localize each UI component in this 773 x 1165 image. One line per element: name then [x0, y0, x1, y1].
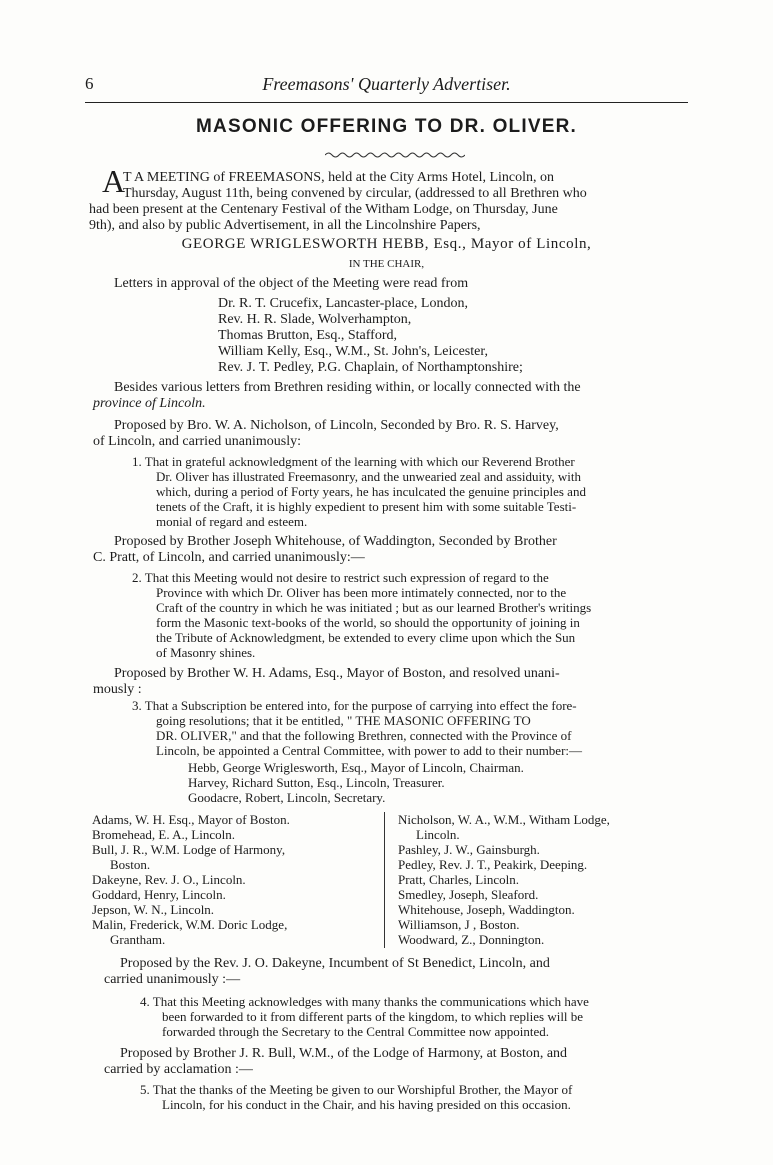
committee-member: Whitehouse, Joseph, Waddington. — [398, 902, 575, 917]
letters-intro: Letters in approval of the object of the Meeting were read from — [114, 276, 469, 291]
committee-member: Pashley, J. W., Gainsburgh. — [398, 842, 540, 857]
resolution-line: 2. That this Meeting would not desire to restrict such expression of regard to the — [132, 570, 549, 585]
letter-sender: Thomas Brutton, Esq., Stafford, — [218, 328, 398, 343]
proposed-line: Proposed by Brother J. R. Bull, W.M., of the Lodge of Harmony, at Boston, and — [120, 1046, 568, 1061]
resolution-line: form the Masonic text-books of the world, so should the opportunity of joining in — [156, 615, 580, 630]
besides-line: province of Lincoln. — [93, 396, 206, 411]
resolution-line: DR. OLIVER," and that the following Brethren, connected with the Province of — [156, 728, 572, 743]
committee-member: Smedley, Joseph, Sleaford. — [398, 887, 539, 902]
letter-sender: Dr. R. T. Crucefix, Lancaster-place, London, — [218, 296, 468, 311]
resolution-line: Dr. Oliver has illustrated Freemasonry, and the unwearied zeal and assiduity, with — [156, 469, 582, 484]
resolution-line: 5. That the thanks of the Meeting be given to our Worshipful Brother, the Mayor of — [140, 1082, 573, 1097]
resolution-line: of Masonry shines. — [156, 645, 256, 660]
resolution-line: the Tribute of Acknowledgment, be extended to every clime upon which the Sun — [156, 630, 576, 645]
proposed-line: C. Pratt, of Lincoln, and carried unanimously:— — [93, 550, 365, 565]
resolution-line: Lincoln, for his conduct in the Chair, and his having presided on this occasion. — [162, 1097, 571, 1112]
committee-member: Grantham. — [110, 932, 166, 947]
resolution-line: tenets of the Craft, it is highly expedient to present him with some suitable Testi- — [156, 499, 577, 514]
resolution-line: monial of regard and esteem. — [156, 514, 308, 529]
committee-member: Boston. — [110, 857, 151, 872]
committee-member: Nicholson, W. A., W.M., Witham Lodge, — [398, 812, 610, 827]
resolution-line: 4. That this Meeting acknowledges with many thanks the communications which have — [140, 994, 589, 1009]
committee-member: Pratt, Charles, Lincoln. — [398, 872, 519, 887]
chair-label: IN THE CHAIR, — [348, 258, 425, 270]
resolution-line: 1. That in grateful acknowledgment of the learning with which our Reverend Brother — [132, 454, 575, 469]
resolution-line: Craft of the country in which he was initiated ; but as our learned Brother's writings — [156, 600, 592, 615]
committee-member: Dakeyne, Rev. J. O., Lincoln. — [92, 872, 246, 887]
committee-member: Malin, Frederick, W.M. Doric Lodge, — [92, 917, 288, 932]
besides-line: Besides various letters from Brethren residing within, or locally connected with the — [114, 380, 581, 395]
proposed-line: carried unanimously :— — [104, 972, 241, 987]
intro-line: Thursday, August 11th, being convened by circular, (addressed to all Brethren who — [123, 186, 587, 201]
running-title: Freemasons' Quarterly Advertiser. — [262, 74, 511, 94]
chair-name: GEORGE WRIGLESWORTH HEBB, Esq., Mayor of Lincoln, — [181, 236, 592, 252]
proposed-line: Proposed by Brother Joseph Whitehouse, of Waddington, Seconded by Brother — [114, 534, 557, 549]
resolution-line: Lincoln, be appointed a Central Committee, with power to add to their number:— — [156, 743, 583, 758]
drop-cap: A — [102, 163, 126, 199]
committee-member: Woodward, Z., Donnington. — [398, 932, 545, 947]
committee-member: Williamson, J , Boston. — [398, 917, 520, 932]
resolution-line: which, during a period of Forty years, he has inculcated the genuine principles and — [156, 484, 586, 499]
resolution-line: been forwarded to it from different parts of the kingdom, to which replies will be — [162, 1009, 584, 1024]
proposed-line: carried by acclamation :— — [104, 1062, 253, 1077]
intro-line: 9th), and also by public Advertisement, in all the Lincolnshire Papers, — [89, 218, 481, 233]
intro-line: T A MEETING of FREEMASONS, held at the City Arms Hotel, Lincoln, on — [123, 170, 555, 185]
proposed-line: Proposed by Brother W. H. Adams, Esq., Mayor of Boston, and resolved unani- — [114, 666, 560, 681]
committee-officer: Goodacre, Robert, Lincoln, Secretary. — [188, 790, 386, 805]
resolution-line: going resolutions; that it be entitled, " THE MASONIC OFFERING TO — [156, 713, 531, 728]
page-header — [85, 74, 688, 103]
committee-member: Jepson, W. N., Lincoln. — [92, 902, 215, 917]
committee-member: Lincoln. — [416, 827, 460, 842]
committee-officer: Harvey, Richard Sutton, Esq., Lincoln, Treasurer. — [188, 775, 445, 790]
committee-member: Bull, J. R., W.M. Lodge of Harmony, — [92, 842, 286, 857]
article-title: MASONIC OFFERING TO DR. OLIVER. — [196, 116, 577, 137]
proposed-line: Proposed by Bro. W. A. Nicholson, of Lincoln, Seconded by Bro. R. S. Harvey, — [114, 418, 559, 433]
letter-sender: William Kelly, Esq., W.M., St. John's, Leicester, — [218, 344, 488, 359]
committee-member: Goddard, Henry, Lincoln. — [92, 887, 226, 902]
committee-member: Pedley, Rev. J. T., Peakirk, Deeping. — [398, 857, 588, 872]
committee-officer: Hebb, George Wriglesworth, Esq., Mayor of Lincoln, Chairman. — [188, 760, 524, 775]
wavy-rule — [325, 151, 465, 159]
page-number: 6 — [85, 74, 94, 93]
intro-line: had been present at the Centenary Festival of the Witham Lodge, on Thursday, June — [89, 202, 558, 217]
resolution-line: Province with which Dr. Oliver has been more intimately connected, nor to the — [156, 585, 567, 600]
proposed-line: of Lincoln, and carried unanimously: — [93, 434, 301, 449]
resolution-line: forwarded through the Secretary to the Central Committee now appointed. — [162, 1024, 549, 1039]
proposed-line: mously : — [93, 682, 142, 697]
committee-member: Bromehead, E. A., Lincoln. — [92, 827, 235, 842]
proposed-line: Proposed by the Rev. J. O. Dakeyne, Incumbent of St Benedict, Lincoln, and — [120, 956, 550, 971]
committee-member: Adams, W. H. Esq., Mayor of Boston. — [92, 812, 290, 827]
resolution-line: 3. That a Subscription be entered into, for the purpose of carrying into effect the fore- — [132, 698, 577, 713]
letter-sender: Rev. H. R. Slade, Wolverhampton, — [218, 312, 412, 327]
letter-sender: Rev. J. T. Pedley, P.G. Chaplain, of Northamptonshire; — [218, 360, 523, 375]
